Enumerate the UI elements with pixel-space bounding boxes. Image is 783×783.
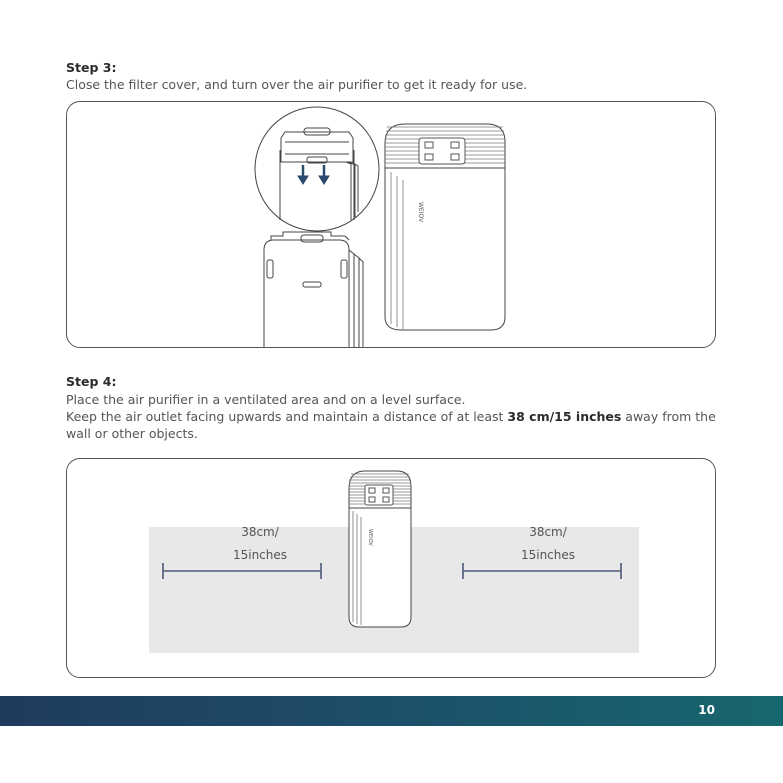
- purifier-brand-label-small: WEIOV: [367, 529, 373, 546]
- right-distance-marker: [463, 563, 621, 579]
- step4-distance-highlight: 38 cm/15 inches: [507, 409, 622, 424]
- step4-line1: Place the air purifier in a ventilated area and on a level surface.: [66, 392, 466, 407]
- step4-line2-suffix: away from the wall or other objects.: [66, 409, 716, 441]
- left-distance-marker: [163, 563, 321, 579]
- step4-illustration: [67, 459, 715, 677]
- footer-bar: [0, 696, 783, 726]
- step3-text: Close the filter cover, and turn over the air purifier to get it ready for use.: [66, 77, 528, 92]
- purifier-brand-label: WEIOV: [417, 202, 424, 223]
- step3-illustration-panel: [66, 101, 716, 348]
- left-distance-label-line1: 38cm/: [241, 525, 279, 539]
- right-distance-label-line1: 38cm/: [529, 525, 567, 539]
- page-number: 10: [698, 703, 715, 717]
- step3-illustration: [67, 102, 715, 347]
- right-distance-label-line2: 15inches: [520, 548, 576, 562]
- step4-line2-prefix: Keep the air outlet facing upwards and maintain a distance of at least: [66, 409, 508, 424]
- step4-line2: [66, 408, 726, 442]
- step4-illustration-panel: [66, 458, 716, 678]
- step3-title: Step 3:: [66, 60, 117, 75]
- purifier-illustration: [349, 471, 411, 627]
- left-distance-label-line2: 15inches: [232, 548, 288, 562]
- step4-title: Step 4:: [66, 374, 117, 389]
